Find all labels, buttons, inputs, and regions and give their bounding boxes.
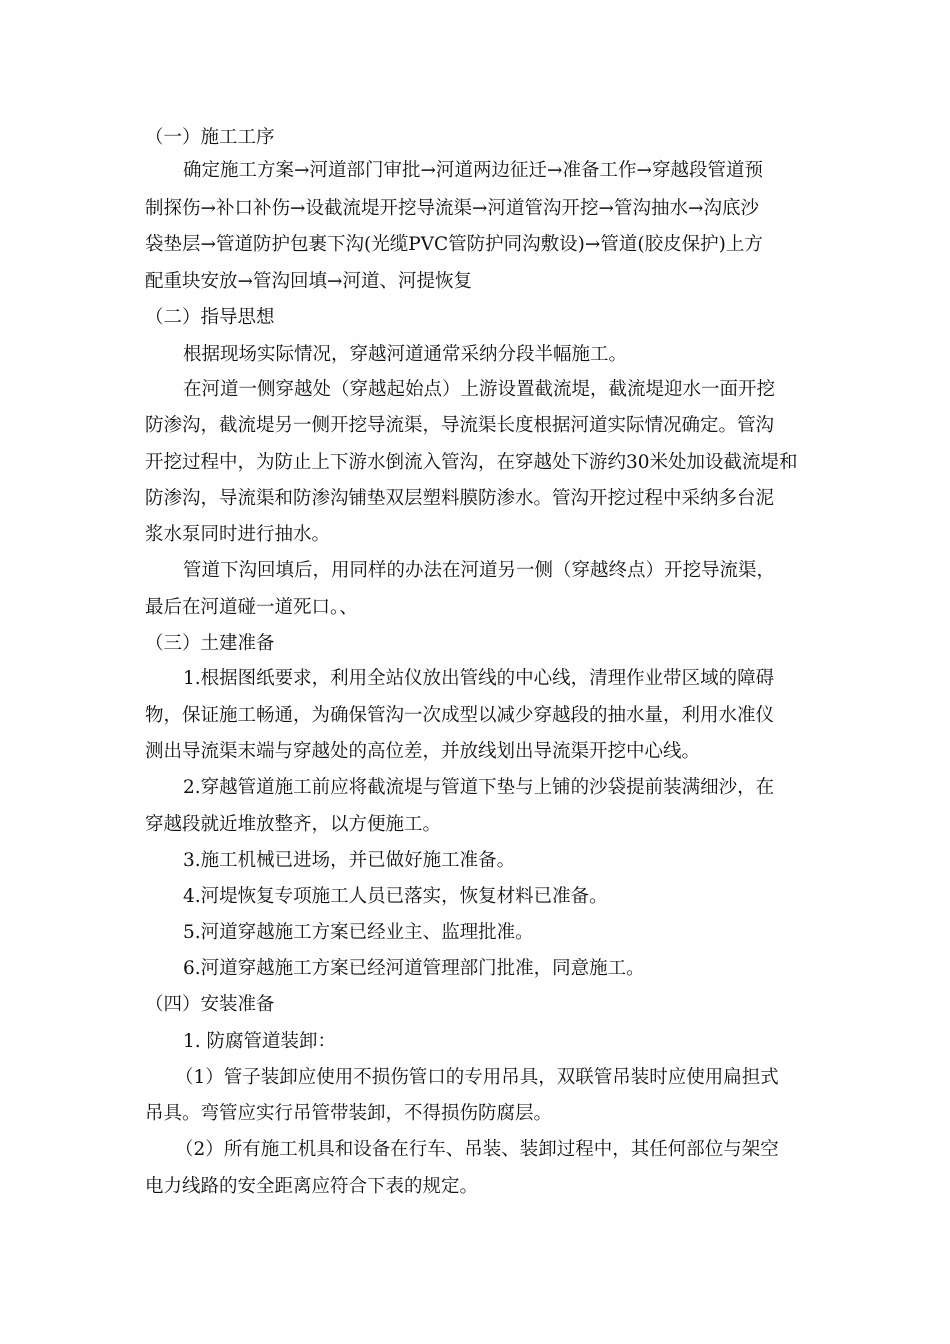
paragraph-line: 在河道一侧穿越处（穿越起始点）上游设置截流堤，截流堤迎水一面开挖	[183, 379, 776, 400]
list-item: 6.河道穿越施工方案已经河道管理部门批准，同意施工。	[183, 958, 645, 979]
paragraph-line: 防渗沟，截流堤另一侧开挖导流渠，导流渠长度根据河道实际情况确定。管沟	[145, 415, 775, 436]
paragraph-line: 穿越段就近堆放整齐，以方便施工。	[145, 814, 442, 835]
list-item: 3.施工机械已进场，并已做好施工准备。	[183, 850, 516, 871]
paragraph-line: 制探伤→补口补伤→设截流堤开挖导流渠→河道管沟开挖→管沟抽水→沟底沙	[145, 198, 760, 219]
paragraph-line: 浆水泵同时进行抽水。	[145, 524, 331, 545]
section-heading-3: （三）土建准备	[145, 633, 275, 654]
paragraph-line: 开挖过程中，为防止上下游水倒流入管沟，在穿越处下游约30米处加设截流堤和	[145, 452, 798, 473]
paragraph-line: 根据现场实际情况，穿越河道通常采纳分段半幅施工。	[183, 344, 628, 365]
list-item: 5.河道穿越施工方案已经业主、监理批准。	[183, 922, 534, 943]
sub-item: （1）管子装卸应使用不损伤管口的专用吊具，双联管吊装时应使用扁担式	[175, 1067, 779, 1088]
list-item: 4.河堤恢复专项施工人员已落实，恢复材料已准备。	[183, 886, 608, 907]
list-item: 1. 防腐管道装卸：	[183, 1031, 337, 1052]
sub-item: （2）所有施工机具和设备在行车、吊装、装卸过程中，其任何部位与架空	[175, 1139, 779, 1160]
paragraph-line: 吊具。弯管应实行吊管带装卸，不得损伤防腐层。	[145, 1103, 553, 1124]
paragraph-line: 2.穿越管道施工前应将截流堤与管道下垫与上铺的沙袋提前装满细沙，在	[183, 777, 775, 798]
section-heading-1: （一）施工工序	[145, 127, 275, 148]
paragraph-line: 测出导流渠末端与穿越处的高位差，并放线划出导流渠开挖中心线。	[145, 741, 701, 762]
paragraph-line: 管道下沟回填后，用同样的办法在河道另一侧（穿越终点）开挖导流渠，	[183, 560, 776, 581]
section-heading-2: （二）指导思想	[145, 307, 275, 328]
paragraph-line: 确定施工方案→河道部门审批→河道两边征迁→准备工作→穿越段管道预	[183, 160, 764, 181]
paragraph-line: 物，保证施工畅通，为确保管沟一次成型以减少穿越段的抽水量，利用水准仪	[145, 705, 775, 726]
paragraph-line: 1.根据图纸要求，利用全站仪放出管线的中心线，清理作业带区域的障碍	[183, 668, 775, 689]
paragraph-line: 配重块安放→管沟回填→河道、河提恢复	[145, 271, 473, 292]
paragraph-line: 袋垫层→管道防护包裹下沟(光缆PVC管防护同沟敷设)→管道(胶皮保护)上方	[145, 234, 763, 255]
paragraph-line: 电力线路的安全距离应符合下表的规定。	[145, 1176, 479, 1197]
paragraph-line: 最后在河道碰一道死口。、	[145, 597, 358, 618]
paragraph-line: 防渗沟，导流渠和防渗沟铺垫双层塑料膜防渗水。管沟开挖过程中采纳多台泥	[145, 488, 775, 509]
section-heading-4: （四）安装准备	[145, 994, 275, 1015]
